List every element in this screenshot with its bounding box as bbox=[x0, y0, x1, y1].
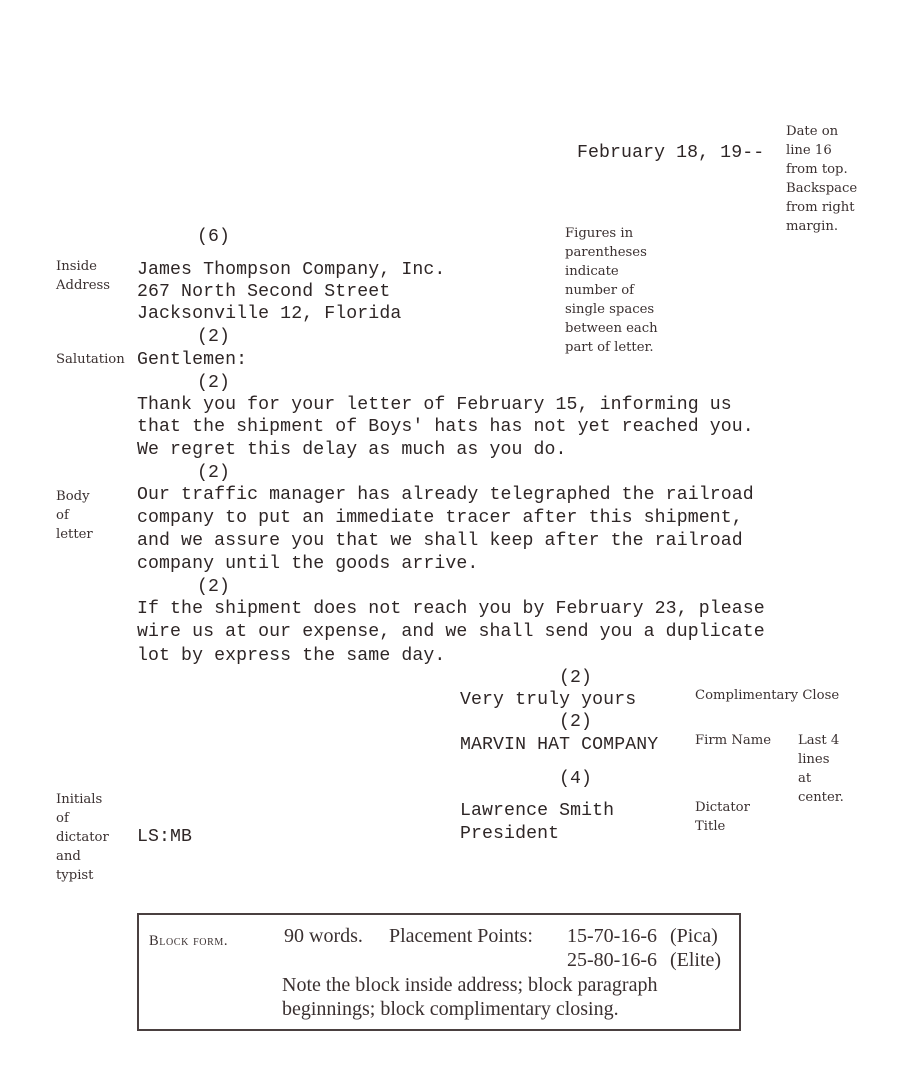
body-line: wire us at our expense, and we shall send you a duplicate bbox=[137, 622, 765, 642]
dictator-name: Lawrence Smith bbox=[460, 801, 615, 821]
initials-label-line: Initials bbox=[56, 792, 103, 807]
figures-note-line: indicate bbox=[565, 264, 619, 279]
reference-initials: LS:MB bbox=[137, 827, 193, 847]
firm-name: MARVIN HAT COMPANY bbox=[460, 735, 659, 755]
spacing-mark: (2) bbox=[559, 712, 593, 732]
body-label: Body bbox=[56, 489, 90, 504]
date-note-line: Date on bbox=[786, 124, 839, 139]
inside-address-label: Address bbox=[56, 278, 111, 293]
body-line: Thank you for your letter of February 15, informing us bbox=[137, 395, 732, 415]
figures-note-line: number of bbox=[565, 283, 635, 298]
dictator-title: President bbox=[460, 824, 560, 844]
body-line: Our traffic manager has already telegraphed the railroad bbox=[137, 485, 754, 505]
box-note-line: beginnings; block complimentary closing. bbox=[282, 998, 619, 1020]
inside-address-label: Inside bbox=[56, 259, 97, 274]
body-line: that the shipment of Boys' hats has not yet reached you. bbox=[137, 417, 754, 437]
word-count: 90 words. bbox=[284, 925, 363, 947]
initials-label-line: of bbox=[56, 811, 69, 826]
salutation: Gentlemen: bbox=[137, 350, 248, 370]
spacing-mark: (2) bbox=[197, 327, 231, 347]
date-note-line: from top. bbox=[786, 162, 848, 177]
firm-name-label: Firm Name bbox=[695, 733, 772, 748]
box-heading: Block form. bbox=[149, 933, 229, 949]
initials-label-line: dictator bbox=[56, 830, 109, 845]
last-lines-note-line: Last 4 bbox=[798, 733, 840, 748]
body-label: of bbox=[56, 508, 69, 523]
pica-label: (Pica) bbox=[670, 925, 718, 947]
spacing-mark: (2) bbox=[559, 668, 593, 688]
address-line: 267 North Second Street bbox=[137, 282, 391, 302]
complimentary-close: Very truly yours bbox=[460, 690, 637, 710]
body-line: company until the goods arrive. bbox=[137, 554, 479, 574]
title-label: Title bbox=[695, 819, 726, 834]
figures-note-line: part of letter. bbox=[565, 340, 654, 355]
last-lines-note-line: center. bbox=[798, 790, 844, 805]
spacing-mark: (6) bbox=[197, 227, 231, 247]
placement-label: Placement Points: bbox=[389, 925, 533, 947]
dictator-label: Dictator bbox=[695, 800, 750, 815]
last-lines-note-line: lines bbox=[798, 752, 830, 767]
initials-label-line: typist bbox=[56, 868, 94, 883]
figures-note-line: between each bbox=[565, 321, 658, 336]
figures-note-line: parentheses bbox=[565, 245, 647, 260]
spacing-mark: (2) bbox=[197, 373, 231, 393]
figures-note-line: Figures in bbox=[565, 226, 634, 241]
spacing-mark: (4) bbox=[559, 769, 593, 789]
date-note-line: margin. bbox=[786, 219, 839, 234]
body-line: and we assure you that we shall keep after the railroad bbox=[137, 531, 743, 551]
body-line: company to put an immediate tracer after this shipment, bbox=[137, 508, 743, 528]
date-note-line: line 16 bbox=[786, 143, 832, 158]
salutation-label: Salutation bbox=[56, 352, 125, 367]
last-lines-note-line: at bbox=[798, 771, 812, 786]
spacing-mark: (2) bbox=[197, 577, 231, 597]
figures-note-line: single spaces bbox=[565, 302, 655, 317]
complimentary-close-label: Complimentary Close bbox=[695, 688, 840, 703]
body-label: letter bbox=[56, 527, 93, 542]
initials-label-line: and bbox=[56, 849, 81, 864]
date-note-line: from right bbox=[786, 200, 855, 215]
elite-points: 25-80-16-6 bbox=[567, 949, 657, 971]
address-line: James Thompson Company, Inc. bbox=[137, 260, 446, 280]
pica-points: 15-70-16-6 bbox=[567, 925, 657, 947]
letter-date: February 18, 19-- bbox=[577, 143, 765, 163]
box-note-line: Note the block inside address; block paragraph bbox=[282, 974, 658, 996]
address-line: Jacksonville 12, Florida bbox=[137, 304, 402, 324]
spacing-mark: (2) bbox=[197, 463, 231, 483]
elite-label: (Elite) bbox=[670, 949, 722, 971]
body-line: We regret this delay as much as you do. bbox=[137, 440, 567, 460]
date-note-line: Backspace bbox=[786, 181, 858, 196]
body-line: If the shipment does not reach you by February 23, please bbox=[137, 599, 765, 619]
body-line: lot by express the same day. bbox=[137, 646, 446, 666]
